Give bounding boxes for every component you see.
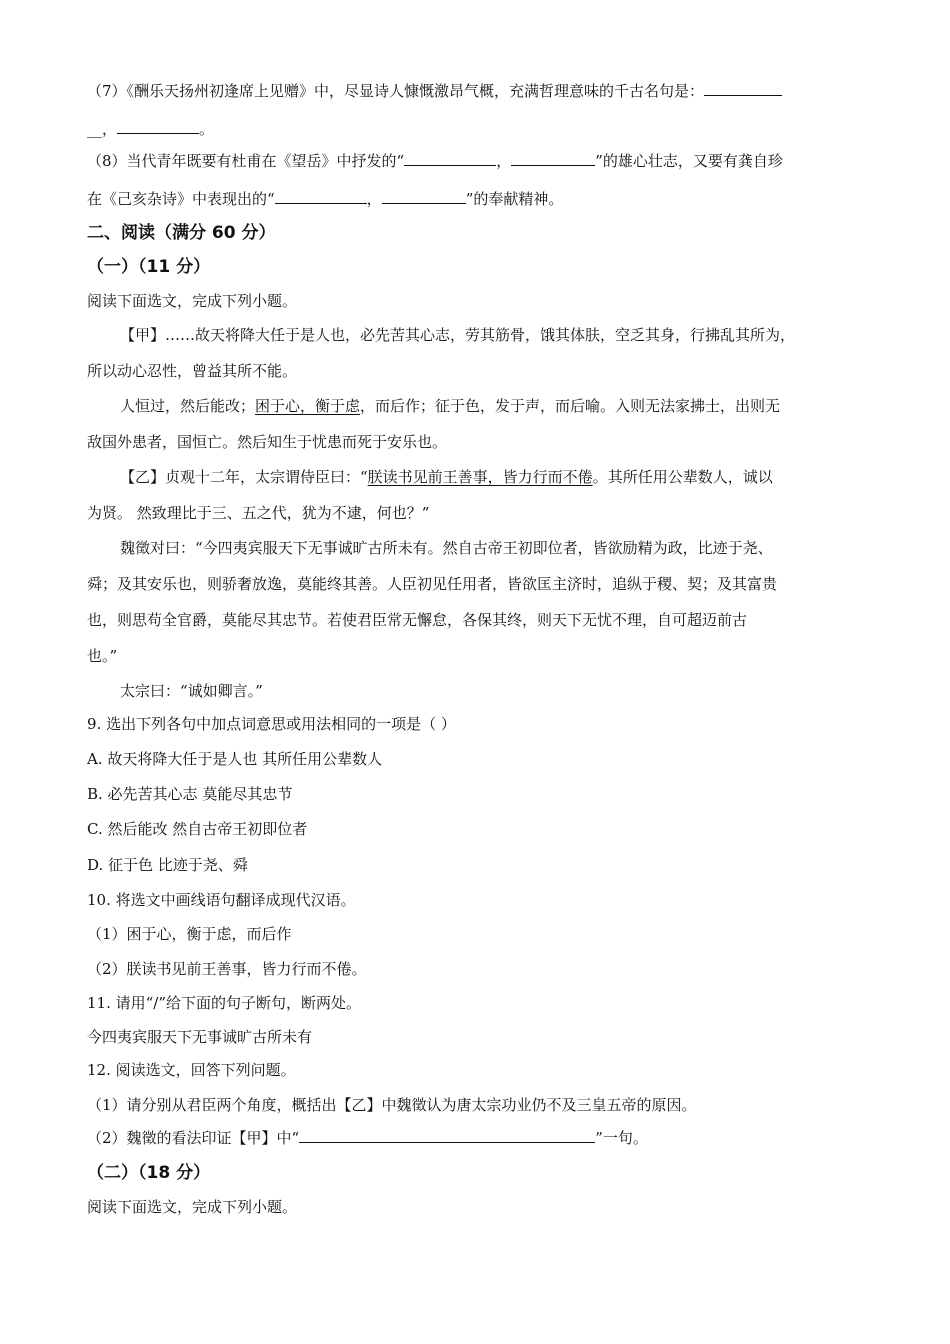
yi-p2-line2: 舜；及其安乐也，则骄奢放逸，莫能终其善。人臣初见任用者，皆欲匡主济时，追纵于稷、契；及其富贵: [87, 575, 778, 593]
q9-option-b[interactable]: B. 必先苦其心志 莫能尽其忠节: [87, 785, 293, 803]
q12-item-2-text-a: （2）魏徵的看法印证【甲】中“: [87, 1129, 300, 1147]
yi-p1-text-b: 。其所任用公辈数人，诚以: [592, 468, 773, 486]
q7-line2: [87, 118, 214, 140]
q8-blank-1[interactable]: [404, 151, 496, 166]
q8-text: （8）当代青年既要有杜甫在《望岳》中抒发的“: [87, 152, 405, 170]
q8-text-2: 在《己亥杂诗》中表现出的“: [87, 190, 275, 208]
q8-comma-2: ，: [366, 190, 382, 208]
yi-p1-text-a: 【乙】贞观十二年，太宗谓侍臣曰：“: [120, 468, 368, 486]
jia-p2-line1: [120, 395, 780, 417]
q12-item-2-text-b: ”一句。: [595, 1129, 648, 1147]
q7-text-2: __，: [87, 120, 118, 138]
yi-p2-line3: 也，则思苟全官爵，莫能尽其忠节。若使君臣常无懈怠，各保其终，则天下无忧不理，自可超迈前古: [87, 611, 748, 629]
jia-p2-text-b: ，而后作；征于色，发于声，而后喻。入则无法家拂士，出则无: [360, 397, 781, 415]
q12-blank[interactable]: [299, 1128, 595, 1143]
q7-text: （7）《酬乐天扬州初逢席上见赠》中，尽显诗人慷慨激昂气概，充满哲理意味的千古名句是：: [87, 82, 705, 100]
jia-p2-text-a: 人恒过，然后能改；: [120, 397, 256, 415]
q8-blank-4[interactable]: [382, 189, 466, 204]
section2-title: 二、阅读（满分 60 分）: [87, 223, 276, 243]
q7-blank-2[interactable]: [117, 119, 199, 134]
q12-stem: 12. 阅读选文，回答下列问题。: [87, 1061, 296, 1079]
q7-end: 。: [199, 120, 215, 138]
q11-stem: 11. 请用“/”给下面的句子断句，断两处。: [87, 994, 362, 1012]
q8-text-end-2: ”的奉献精神。: [465, 190, 564, 208]
q12-item-1: （1）请分别从君臣两个角度，概括出【乙】中魏徵认为唐太宗功业仍不及三皇五帝的原因。: [87, 1096, 697, 1114]
q12-item-2: [87, 1127, 648, 1149]
yi-p2-line1: 魏徵对曰：“今四夷宾服天下无事诚旷古所未有。然自古帝王初即位者，皆欲励精为政，比迹于尧、: [120, 539, 773, 557]
jia-p2-line2: 敌国外患者，国恒亡。然后知生于忧患而死于安乐也。: [87, 433, 448, 451]
q8-blank-2[interactable]: [511, 151, 595, 166]
q9-option-c[interactable]: C. 然后能改 然自古帝王初即位者: [87, 820, 308, 838]
q8-blank-3[interactable]: [275, 189, 367, 204]
part1-title: （一）（11 分）: [87, 257, 211, 277]
jia-p1-line2: 所以动心忍性，曾益其所不能。: [87, 362, 298, 380]
q10-item-1: （1）困于心，衡于虑，而后作: [87, 925, 292, 943]
q8-text-end: ”的雄心壮志，又要有龚自珍: [595, 152, 783, 170]
part2-intro: 阅读下面选文，完成下列小题。: [87, 1198, 298, 1216]
yi-p3: 太宗曰：“诚如卿言。”: [120, 682, 263, 700]
jia-underlined-sentence: 困于心，衡于虑: [255, 397, 361, 415]
q9-option-d[interactable]: D. 征于色 比迹于尧、舜: [87, 856, 248, 874]
q7-blank-1[interactable]: [704, 81, 782, 96]
q9-option-a[interactable]: A. 故天将降大任于是人也 其所任用公辈数人: [87, 750, 383, 768]
q8-line2: [87, 188, 563, 210]
yi-p1-line1: [120, 466, 773, 488]
yi-p2-line4: 也。”: [87, 647, 118, 665]
jia-p1-line1: 【甲】……故天将降大任于是人也，必先苦其心志，劳其筋骨，饿其体肤，空乏其身，行拂乱其所为，: [120, 326, 796, 344]
part2-title: （二）（18 分）: [87, 1163, 211, 1183]
yi-underlined-sentence: 朕读书见前王善事，皆力行而不倦: [367, 468, 593, 486]
q7-line1: [87, 80, 782, 102]
yi-p1-line2: 为贤。 然致理比于三、五之代，犹为不逮，何也？”: [87, 504, 430, 522]
q11-sentence: 今四夷宾服天下无事诚旷古所未有: [87, 1028, 313, 1046]
q8-line1: [87, 150, 783, 172]
q9-stem: 9. 选出下列各句中加点词意思或用法相同的一项是（ ）: [87, 715, 456, 733]
q8-comma: ，: [496, 152, 512, 170]
part1-intro: 阅读下面选文，完成下列小题。: [87, 292, 298, 310]
q10-item-2: （2）朕读书见前王善事，皆力行而不倦。: [87, 960, 367, 978]
q10-stem: 10. 将选文中画线语句翻译成现代汉语。: [87, 891, 356, 909]
